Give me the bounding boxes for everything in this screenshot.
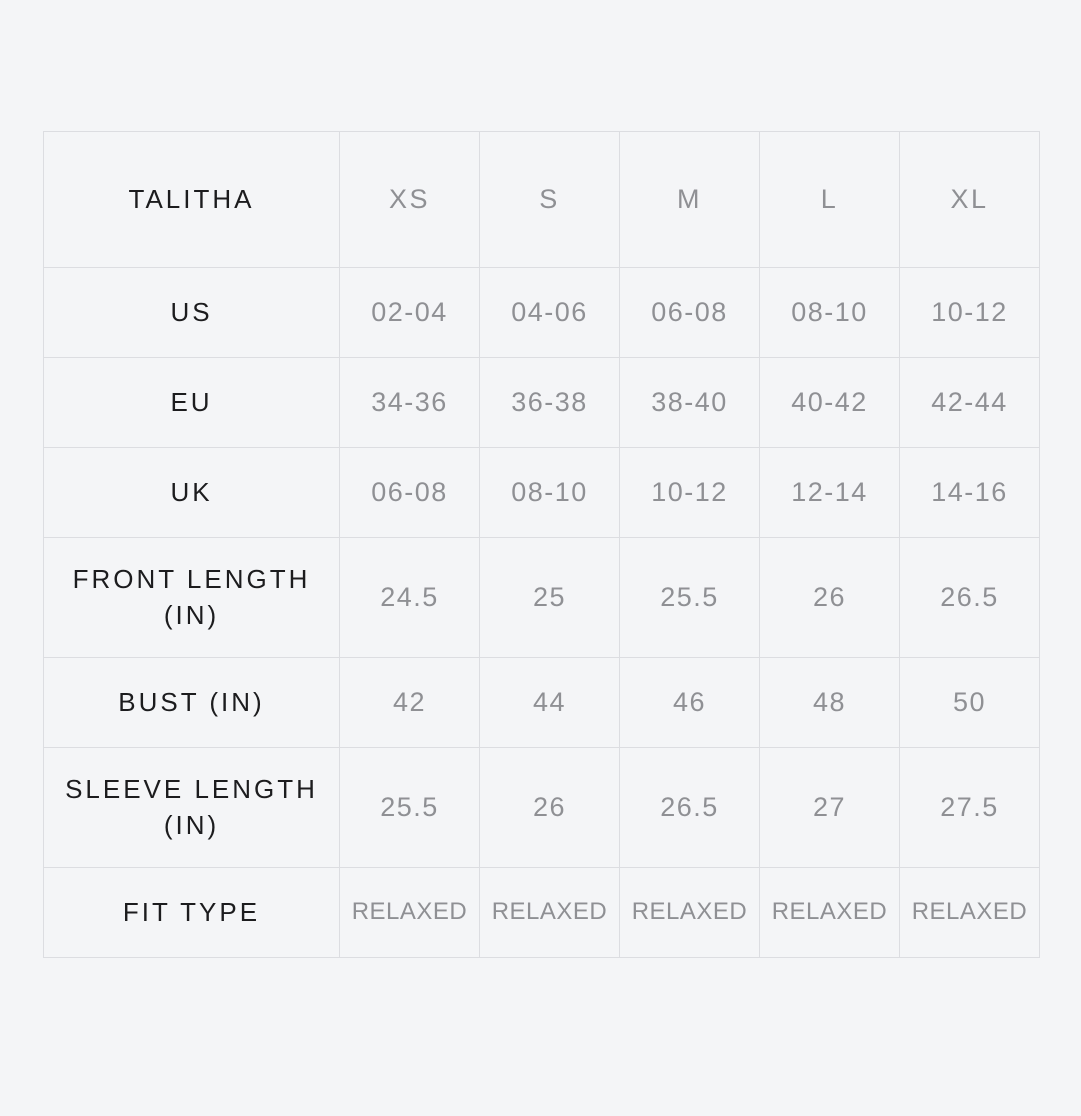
cell-value: RELAXED: [900, 867, 1040, 957]
cell-value: RELAXED: [480, 867, 620, 957]
row-label: SLEEVE LENGTH (IN): [44, 747, 340, 867]
row-label: FIT TYPE: [44, 867, 340, 957]
size-column-header: XS: [340, 132, 480, 268]
row-label: FRONT LENGTH (IN): [44, 538, 340, 658]
size-column-header: L: [760, 132, 900, 268]
table-row: [44, 657, 1040, 747]
cell-value: 26.5: [620, 747, 760, 867]
cell-value: 10-12: [620, 448, 760, 538]
cell-value: 04-06: [480, 268, 620, 358]
cell-value: 36-38: [480, 358, 620, 448]
table-row: [44, 538, 1040, 658]
header-row: [44, 132, 1040, 268]
row-label: BUST (IN): [44, 657, 340, 747]
cell-value: 08-10: [760, 268, 900, 358]
cell-value: 08-10: [480, 448, 620, 538]
product-name: TALITHA: [44, 132, 340, 268]
cell-value: 25.5: [340, 747, 480, 867]
cell-value: 40-42: [760, 358, 900, 448]
cell-value: 25: [480, 538, 620, 658]
cell-value: RELAXED: [760, 867, 900, 957]
cell-value: 42-44: [900, 358, 1040, 448]
table-row: [44, 747, 1040, 867]
row-label: US: [44, 268, 340, 358]
table-row: [44, 867, 1040, 957]
cell-value: 46: [620, 657, 760, 747]
cell-value: 27: [760, 747, 900, 867]
cell-value: 26: [760, 538, 900, 658]
cell-value: RELAXED: [340, 867, 480, 957]
cell-value: 48: [760, 657, 900, 747]
row-label: EU: [44, 358, 340, 448]
cell-value: 42: [340, 657, 480, 747]
cell-value: 26: [480, 747, 620, 867]
size-column-header: S: [480, 132, 620, 268]
cell-value: 27.5: [900, 747, 1040, 867]
size-chart-table: [43, 131, 1040, 958]
cell-value: 34-36: [340, 358, 480, 448]
size-chart-body: [44, 268, 1040, 958]
cell-value: 44: [480, 657, 620, 747]
cell-value: 38-40: [620, 358, 760, 448]
row-label: UK: [44, 448, 340, 538]
size-column-header: M: [620, 132, 760, 268]
cell-value: RELAXED: [620, 867, 760, 957]
cell-value: 50: [900, 657, 1040, 747]
table-row: [44, 448, 1040, 538]
cell-value: 14-16: [900, 448, 1040, 538]
size-chart-container: [43, 131, 1040, 958]
cell-value: 25.5: [620, 538, 760, 658]
cell-value: 06-08: [620, 268, 760, 358]
size-column-header: XL: [900, 132, 1040, 268]
cell-value: 06-08: [340, 448, 480, 538]
cell-value: 12-14: [760, 448, 900, 538]
cell-value: 02-04: [340, 268, 480, 358]
cell-value: 24.5: [340, 538, 480, 658]
table-row: [44, 268, 1040, 358]
cell-value: 10-12: [900, 268, 1040, 358]
size-chart-head: [44, 132, 1040, 268]
table-row: [44, 358, 1040, 448]
cell-value: 26.5: [900, 538, 1040, 658]
